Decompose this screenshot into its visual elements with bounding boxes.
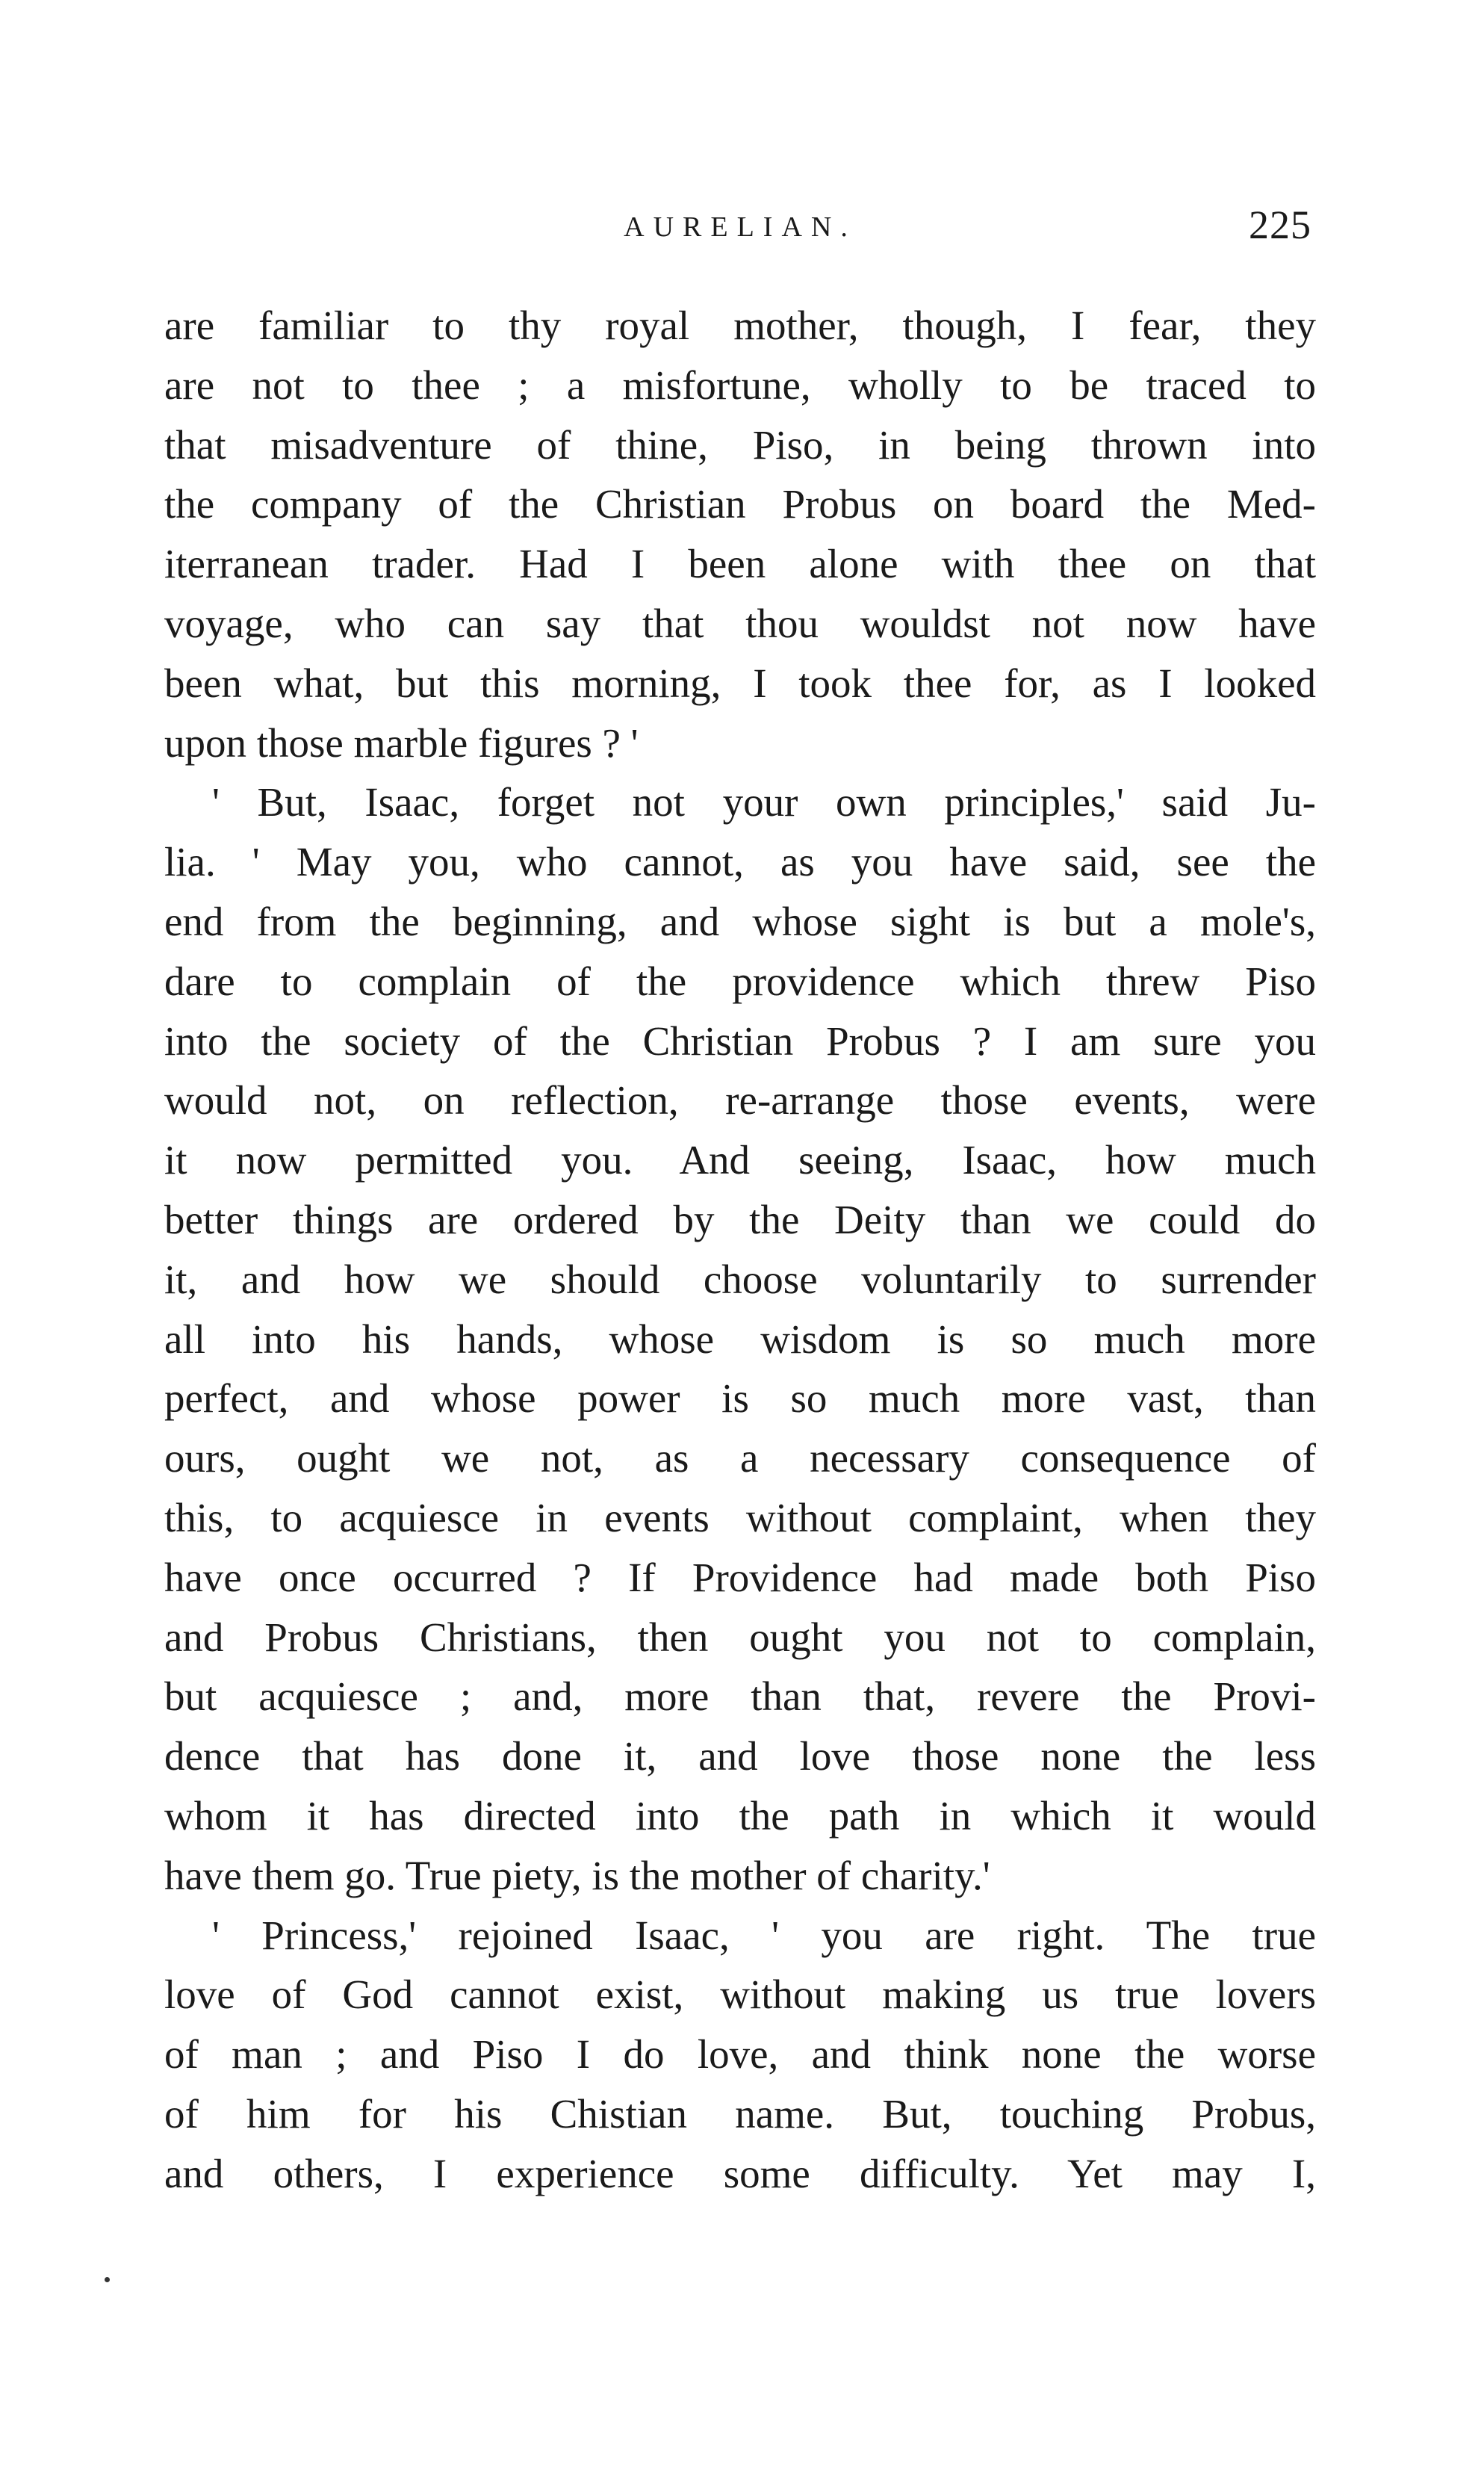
text-line: and others, I experience some difficulty. Yet may I, bbox=[164, 2150, 1316, 2196]
text-line: have them go. True piety, is the mother of charity.' bbox=[164, 1852, 990, 1898]
text-line: of him for his Chistian name. But, touching Probus, bbox=[164, 2090, 1316, 2137]
text-line: love of God cannot exist, without making us true lovers bbox=[164, 1971, 1316, 2018]
ink-speck bbox=[105, 2277, 110, 2282]
page-number: 225 bbox=[1249, 202, 1311, 247]
text-line: dence that has done it, and love those none the less bbox=[164, 1733, 1316, 1779]
paragraph-start-line: ' But, Isaac, forget not your own principles,' said Ju- bbox=[212, 779, 1316, 826]
body-text bbox=[164, 296, 1316, 2204]
text-line: it, and how we should choose voluntarily to surrender bbox=[164, 1256, 1316, 1302]
text-line: whom it has directed into the path in which it would bbox=[164, 1792, 1316, 1839]
text-line: been what, but this morning, I took thee for, as I looked bbox=[164, 660, 1316, 706]
text-line: ours, ought we not, as a necessary consequence of bbox=[164, 1435, 1316, 1481]
text-line: but acquiesce ; and, more than that, revere the Provi- bbox=[164, 1673, 1316, 1720]
text-line: and Probus Christians, then ought you not to complain, bbox=[164, 1614, 1316, 1660]
text-line: are not to thee ; a misfortune, wholly to be traced to bbox=[164, 362, 1316, 408]
text-line: it now permitted you. And seeing, Isaac, how much bbox=[164, 1137, 1316, 1183]
text-line: end from the beginning, and whose sight is but a mole's, bbox=[164, 898, 1316, 944]
text-line: voyage, who can say that thou wouldst not now have bbox=[164, 600, 1316, 646]
text-line: better things are ordered by the Deity than we could do bbox=[164, 1196, 1316, 1242]
paragraph-start-line: ' Princess,' rejoined Isaac, ' you are right. The true bbox=[212, 1912, 1316, 1958]
text-line: iterranean trader. Had I been alone with thee on that bbox=[164, 541, 1316, 587]
running-title: AURELIAN. bbox=[624, 211, 857, 243]
text-line: would not, on reflection, re-arrange those events, were bbox=[164, 1077, 1316, 1124]
text-line: of man ; and Piso I do love, and think none the worse bbox=[164, 2031, 1316, 2078]
text-line: into the society of the Christian Probus ? I am sure you bbox=[164, 1017, 1316, 1064]
text-line: all into his hands, whose wisdom is so much more bbox=[164, 1316, 1316, 1362]
text-line: that misadventure of thine, Piso, in being thrown into bbox=[164, 421, 1316, 468]
running-head bbox=[169, 202, 1311, 254]
text-line: have once occurred ? If Providence had made both Piso bbox=[164, 1554, 1316, 1600]
text-line: the company of the Christian Probus on board the Med- bbox=[164, 481, 1316, 527]
text-line: this, to acquiesce in events without complaint, when they bbox=[164, 1494, 1316, 1540]
text-line: perfect, and whose power is so much more vast, than bbox=[164, 1375, 1316, 1422]
text-line: are familiar to thy royal mother, though, I fear, they bbox=[164, 303, 1316, 348]
text-line: lia. ' May you, who cannot, as you have said, see the bbox=[164, 839, 1316, 885]
text-line: upon those marble figures ? ' bbox=[164, 719, 639, 766]
text-line: dare to complain of the providence which threw Piso bbox=[164, 958, 1316, 1004]
